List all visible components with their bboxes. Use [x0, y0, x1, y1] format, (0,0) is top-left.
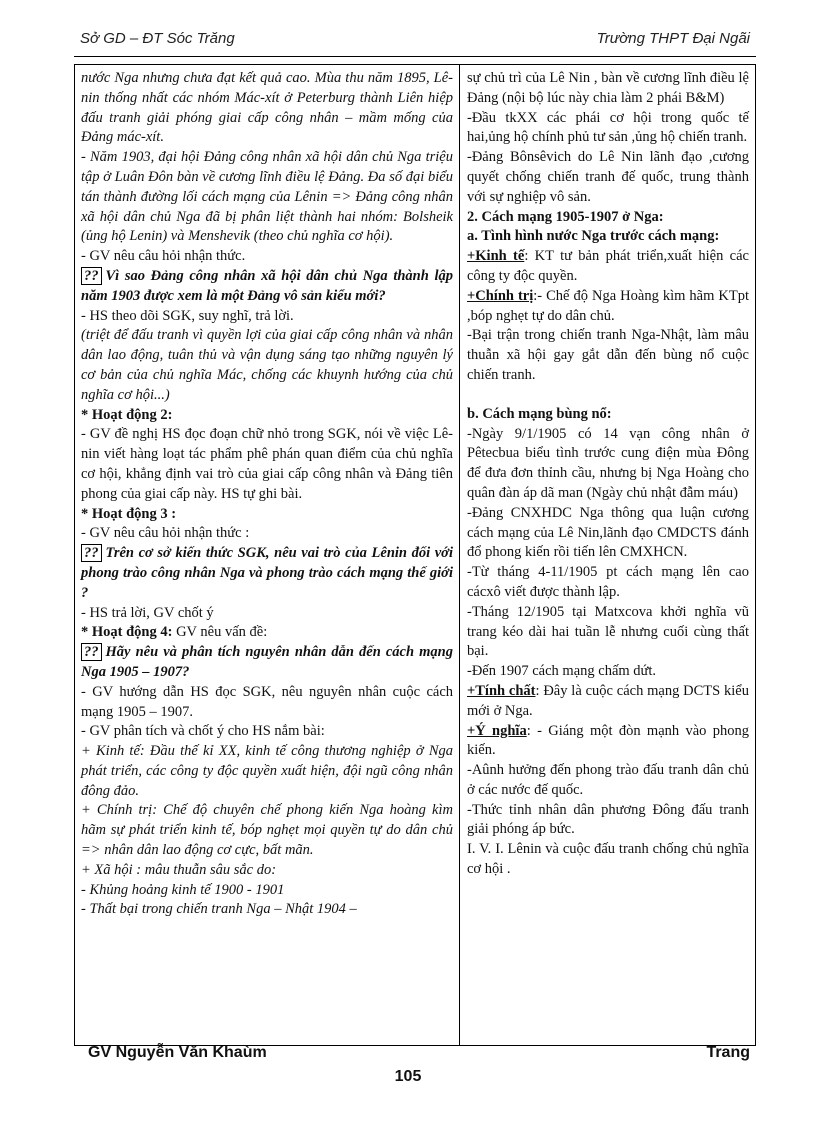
activity-heading-rest: GV nêu vấn đề: [172, 624, 268, 641]
footer-page-label: Trang [706, 1044, 750, 1061]
right-paragraph: -Tháng 12/1905 tại Matxcova khởi nghĩa vũ trang kéo dài hai tuần lễ nhưng cuối cùng thất bại. [467, 603, 749, 660]
labeled-paragraph [467, 287, 749, 327]
footer-teacher-name: GV Nguyễn Văn Khaùm [88, 1044, 267, 1061]
header-school-department: Sở GD – ĐT Sóc Trăng [80, 30, 235, 47]
activity-heading-line [81, 623, 453, 643]
left-column-teacher-activities [81, 69, 453, 920]
significance-text: : - Giáng một đòn mạnh vào phong kiến. [467, 722, 749, 759]
labeled-paragraph [467, 247, 749, 287]
header-rule [74, 56, 756, 57]
left-paragraph: + Chính trị: Chế độ chuyên chế phong kiến Nga hoàng kìm hãm sự phát triển kinh tế, bóp nghẹt mọi quyền tự do dân chủ => nhân dân lao động cơ cực, bất mãn. [81, 802, 453, 859]
right-column-lesson-content [467, 69, 749, 880]
subsection-heading: b. Cách mạng bùng nổ: [467, 405, 612, 422]
significance-label: +Ý nghĩa [467, 722, 527, 739]
politics-label: +Chính trị [467, 287, 534, 304]
left-paragraph: - GV đề nghị HS đọc đoạn chữ nhỏ trong SGK, nói về việc Lê-nin viết hàng loạt tác phẩm phê phán quan điểm của chủ nghĩa cơ hội, khẳng định vai trò của giai cấp công nhân và Đảng tiên phong của giai cấp này. HS tự ghi bài. [81, 426, 453, 502]
activity-heading: * Hoạt động 3 : [81, 505, 177, 522]
subsection-heading: a. Tình hình nước Nga trước cách mạng: [467, 228, 720, 245]
right-paragraph: I. V. I. Lênin và cuộc đấu tranh chống chủ nghĩa cơ hội . [467, 841, 749, 878]
right-paragraph: sự chủ trì của Lê Nin , bàn về cương lĩnh điều lệ Đảng (nội bộ lúc này chia làm 2 phái B&M) [467, 70, 749, 106]
economy-label: +Kinh tế [467, 248, 525, 265]
right-paragraph: -Đảng CNXHDC Nga thông qua luận cương cách mạng của Lê Nin,lãnh đạo CMDCTS đánh đổ phong kiến rồi tiến lên CMXHCN. [467, 504, 749, 561]
left-paragraph: (triệt để đấu tranh vì quyền lợi của giai cấp công nhân và nhân dân lao động, tuân thủ và vận dụng sáng tạo những nguyên lý cơ bản của chủ nghĩa Mác, chống các khuynh hướng của chủ nghĩa cơ hội...) [81, 327, 453, 403]
left-paragraph: - Thất bại trong chiến tranh Nga – Nhật 1904 – [81, 901, 357, 918]
nature-text: : Đây là cuộc cách mạng DCTS kiểu mới ở Nga. [467, 682, 749, 719]
labeled-paragraph [467, 682, 749, 722]
right-paragraph: -Aûnh hưởng đến phong trào đấu tranh dân chủ ở các nước đế quốc. [467, 762, 749, 798]
activity-heading: * Hoạt động 4: [81, 624, 173, 641]
lesson-table [74, 64, 756, 1046]
page-number: 105 [394, 1068, 422, 1085]
question-block [81, 643, 453, 683]
activity-heading: * Hoạt động 2: [81, 406, 173, 423]
left-paragraph: - GV hướng dẫn HS đọc SGK, nêu nguyên nhân cuộc cách mạng 1905 – 1907. [81, 683, 453, 720]
left-paragraph: - Năm 1903, đại hội Đảng công nhân xã hội dân chủ Nga triệu tập ở Luân Đôn bàn về cương lĩnh điều lệ Đảng. Đa số đại biểu tán thành đường lối cách mạng của Lênin => Đảng công nhân xã hội dân chủ Nga đã bị phân liệt thành hai nhóm: Bolsheik (ủng hộ Lenin) và Menshevik (theo chủ nghĩa cơ hội). [81, 149, 453, 245]
question-icon: ?? [81, 544, 102, 562]
question-text: Trên cơ sở kiến thức SGK, nêu vai trò của Lênin đối với phong trào công nhân Nga và phong trào cách mạng thế giới ? [81, 545, 453, 601]
header-school-name: Trường THPT Đại Ngãi [596, 30, 750, 47]
left-paragraph: + Xã hội : mâu thuẫn sâu sắc do: [81, 861, 277, 878]
economy-text: : KT tư bản phát triển,xuất hiện các công ty độc quyền. [467, 248, 749, 284]
left-paragraph: + Kinh tế: Đầu thế kỉ XX, kinh tế công thương nghiệp ở Nga phát triển, các công ty độc quyền xuất hiện, đội ngũ công nhân đông đảo. [81, 743, 453, 799]
right-paragraph: -Đảng Bônsêvich do Lê Nin lãnh đạo ,cương quyết chống chiến tranh đế quốc, trung thành với sự nghiệp vô sản. [467, 149, 749, 205]
left-paragraph: - Khủng hoảng kinh tế 1900 - 1901 [81, 881, 285, 898]
right-paragraph: -Bại trận trong chiến tranh Nga-Nhật, làm mâu thuẫn xã hội gay gắt dẫn đến bùng nổ cuộc chiến tranh. [467, 327, 749, 383]
left-paragraph: - GV nêu câu hỏi nhận thức : [81, 525, 250, 542]
question-icon: ?? [81, 643, 102, 661]
right-paragraph: -Từ tháng 4-11/1905 pt cách mạng lên cao cácxô viết được thành lập. [467, 564, 749, 600]
left-paragraph: - HS theo dõi SGK, suy nghĩ, trả lời. [81, 307, 294, 324]
question-block [81, 544, 453, 603]
question-text: Vì sao Đảng công nhân xã hội dân chủ Nga thành lập năm 1903 được xem là một Đảng vô sản kiểu mới? [81, 267, 453, 304]
spacer [467, 386, 749, 405]
question-block [81, 267, 453, 307]
right-paragraph: -Thức tỉnh nhân dân phương Đông đấu tranh giải phóng áp bức. [467, 801, 749, 838]
politics-text: :- Chế độ Nga Hoàng kìm hãm KTpt ,bóp nghẹt tự do dân chủ. [467, 287, 749, 324]
right-paragraph: -Đến 1907 cách mạng chấm dứt. [467, 663, 657, 680]
left-paragraph: nước Nga nhưng chưa đạt kết quả cao. Mùa thu năm 1895, Lê-nin thống nhất các nhóm Mác-xít ở Peterburg thành Liên hiệp đấu tranh giải phóng giai cấp công nhân – mầm mống của Đảng mác-xít. [81, 70, 453, 146]
left-paragraph: - GV phân tích và chốt ý cho HS nắm bài: [81, 723, 325, 740]
question-text: Hãy nêu và phân tích nguyên nhân dẫn đến cách mạng Nga 1905 – 1907? [81, 644, 453, 680]
labeled-paragraph [467, 722, 749, 762]
section-heading: 2. Cách mạng 1905-1907 ở Nga: [467, 208, 664, 225]
left-paragraph: - GV nêu câu hỏi nhận thức. [81, 248, 246, 265]
left-paragraph: - HS trả lời, GV chốt ý [81, 604, 214, 621]
right-paragraph: -Đầu tkXX các phái cơ hội trong quốc tế hai,ủng hộ chính phủ tư sản ,ủng hộ chiến tranh. [467, 109, 749, 146]
question-icon: ?? [81, 267, 102, 285]
nature-label: +Tính chất [467, 682, 536, 699]
column-divider [459, 65, 460, 1045]
right-paragraph: -Ngày 9/1/1905 có 14 vạn công nhân ở Pêtecbua biểu tình trước cung điện mùa Đông để đưa đơn thỉnh cầu, nhưng bị Nga Hoàng cho quân đàn áp dã man (Ngày chủ nhật đẫm máu) [467, 425, 749, 501]
